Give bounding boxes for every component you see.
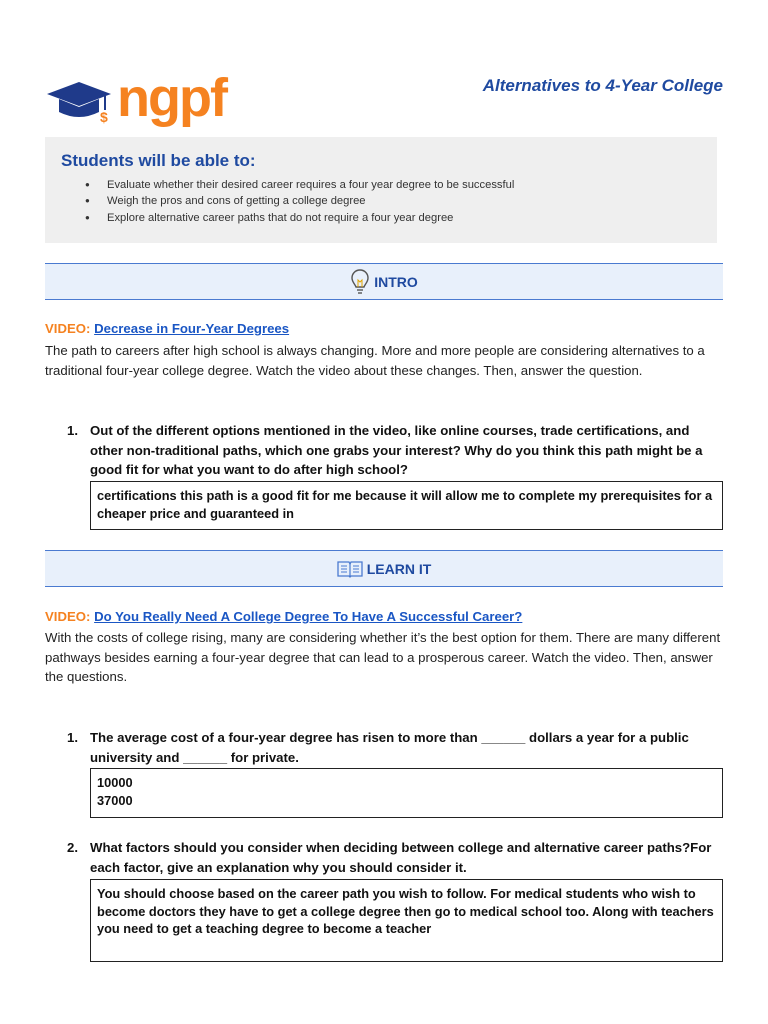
intro-section-bar [45,263,723,300]
objective-item: ● Evaluate whether their desired career requires a four year degree to be successful [85,177,701,193]
question-text: The average cost of a four-year degree has risen to more than ______ dollars a year for a public university and ______ for private. [90,730,689,765]
lightbulb-icon [350,268,370,296]
graduation-cap-icon [45,80,113,124]
learn-section-bar [45,550,723,587]
question-number: 1. [67,423,78,438]
book-icon [337,560,363,578]
question-text: Out of the different options mentioned in the video, like online courses, trade certifications, and other non-traditional paths, which one grabs your interest? Why do you think this path might be a good fit for what you want to do after high school? [90,423,703,477]
learn-video-heading [45,609,522,624]
learn-answer-2[interactable]: You should choose based on the career path you wish to follow. For medical students who wish to become doctors they have to get a college degree then go to medical school too. Along with teachers you need to get a teaching degree to become a teacher [90,879,723,962]
worksheet-page [45,0,723,936]
objective-item: ● Explore alternative career paths that do not require a four year degree [85,210,701,226]
intro-answer-1[interactable]: certifications this path is a good fit for me because it will allow me to complete my prerequisites for a cheaper price and guaranteed in [90,481,723,530]
intro-video-link[interactable]: Decrease in Four-Year Degrees [94,321,290,336]
ngpf-logo [45,68,226,132]
answer-line: 10000 [97,775,133,790]
objectives-list [61,177,701,226]
intro-video-heading [45,321,289,336]
video-tag: VIDEO: [45,321,91,336]
document-title: Alternatives to 4-Year College [482,76,723,95]
video-tag: VIDEO: [45,609,91,624]
intro-paragraph: The path to careers after high school is always changing. More and more people are considering alternatives to a traditional four-year college degree. Watch the video about these changes. Then, answer the question. [45,343,705,378]
question-number: 2. [67,840,78,855]
learn-section-label: LEARN IT [366,560,432,577]
logo-text: ngpf [117,68,226,128]
objectives-box [45,137,717,243]
learn-video-link[interactable]: Do You Really Need A College Degree To Have A Successful Career? [94,609,523,624]
intro-question-1 [67,421,723,480]
learn-paragraph: With the costs of college rising, many are considering whether it’s the best option for them. There are many different pathways besides earning a four-year degree that can lead to a prosperous career. Watch the video. Then, answer the questions. [45,630,721,684]
header [45,0,723,135]
objective-item: ● Weigh the pros and cons of getting a college degree [85,193,701,209]
learn-question-2 [67,838,723,877]
svg-text:$: $ [100,109,108,124]
learn-answer-1[interactable] [90,768,723,818]
learn-question-1 [67,728,723,767]
intro-section-label: INTRO [374,273,418,290]
objectives-title: Students will be able to: [61,151,256,170]
question-number: 1. [67,730,78,745]
answer-line: 37000 [97,792,133,808]
question-text: What factors should you consider when deciding between college and alternative career paths?For each factor, give an explanation why you should consider it. [90,840,712,875]
